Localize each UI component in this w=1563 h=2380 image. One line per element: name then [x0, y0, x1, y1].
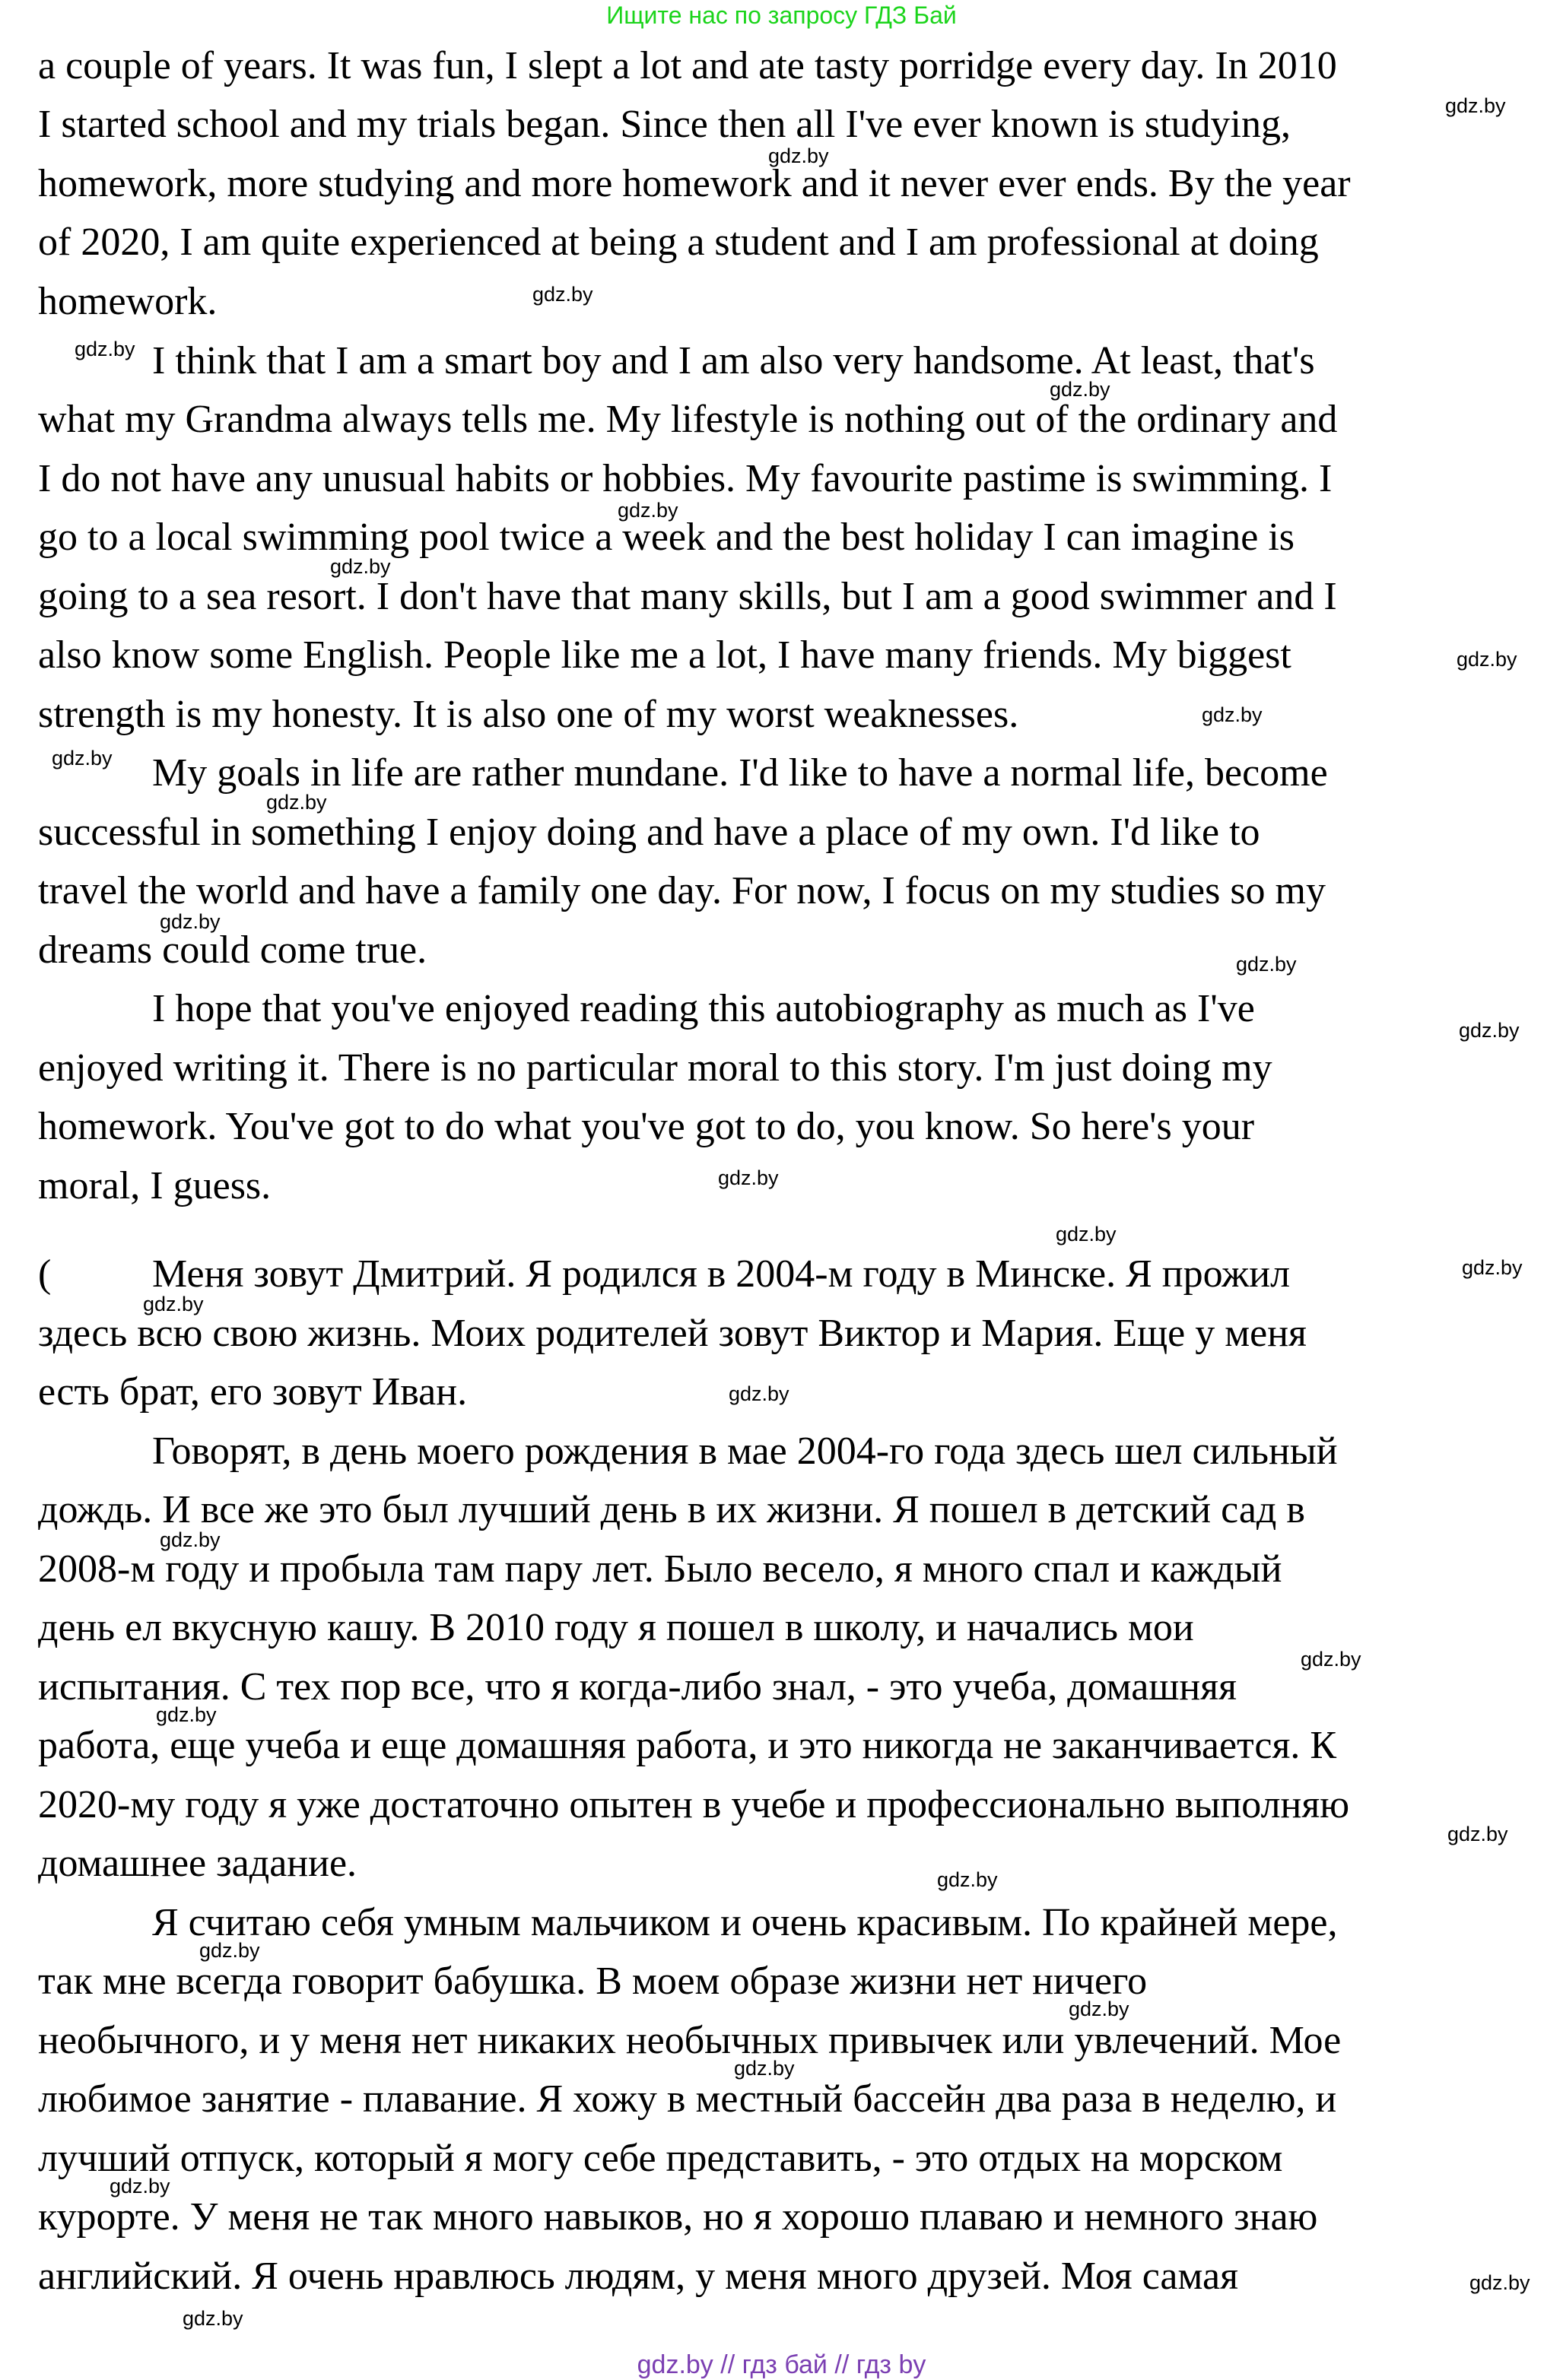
site-footer-banner: gdz.by // гдз бай // гдз by	[637, 2350, 926, 2379]
text-line: I do not have any unusual habits or hobbies. My favourite pastime is swimming. I	[38, 457, 1333, 500]
text-line: 2008-м году и пробыла там пару лет. Было весело, я много спал и каждый	[38, 1547, 1282, 1591]
text-line: dreams could come true.	[38, 928, 427, 972]
text-line: successful in something I enjoy doing and have a place of my own. I'd like to	[38, 811, 1260, 854]
text-line: also know some English. People like me a lot, I have many friends. My biggest	[38, 633, 1291, 677]
watermark-label: gdz.by	[1301, 1648, 1361, 1671]
watermark-label: gdz.by	[532, 283, 593, 306]
text-line: travel the world and have a family one day. For now, I focus on my studies so my	[38, 869, 1326, 912]
text-line: необычного, и у меня нет никаких необычных привычек или увлечений. Мое	[38, 2019, 1342, 2062]
text-line: homework. You've got to do what you've got to do, you know. So here's your	[38, 1105, 1255, 1148]
text-line: go to a local swimming pool twice a week and the best holiday I can imagine is	[38, 516, 1295, 559]
watermark-label: gdz.by	[1069, 1998, 1129, 2020]
watermark-label: gdz.by	[183, 2307, 243, 2330]
text-line: здесь всю свою жизнь. Моих родителей зовут Виктор и Мария. Еще у меня	[38, 1312, 1307, 1355]
text-line: what my Grandma always tells me. My lifestyle is nothing out of the ordinary and	[38, 398, 1338, 441]
text-line: лучший отпуск, который я могу себе представить, - это отдых на морском	[38, 2137, 1283, 2180]
open-parenthesis: (	[38, 1252, 52, 1296]
watermark-label: gdz.by	[1459, 1019, 1520, 1042]
text-line: homework, more studying and more homework and it never ever ends. By the year	[38, 162, 1351, 205]
text-line: going to a sea resort. I don't have that many skills, but I am a good swimmer and I	[38, 575, 1337, 618]
text-line: My goals in life are rather mundane. I'd like to have a normal life, become	[152, 751, 1328, 795]
watermark-label: gdz.by	[1462, 1256, 1523, 1279]
text-line: дождь. И все же это был лучший день в их жизни. Я пошел в детский сад в	[38, 1488, 1305, 1531]
text-line: I hope that you've enjoyed reading this autobiography as much as I've	[152, 987, 1255, 1030]
text-line: испытания. С тех пор все, что я когда-либо знал, - это учеба, домашняя	[38, 1665, 1237, 1709]
text-line: I started school and my trials began. Since then all I've ever known is studying,	[38, 103, 1291, 146]
site-header-banner: Ищите нас по запросу ГДЗ Бай	[606, 2, 957, 29]
watermark-label: gdz.by	[729, 1382, 789, 1405]
watermark-label: gdz.by	[52, 747, 113, 770]
text-line: любимое занятие - плавание. Я хожу в местный бассейн два раза в неделю, и	[38, 2077, 1337, 2121]
text-line: английский. Я очень нравлюсь людям, у меня много друзей. Моя самая	[38, 2255, 1239, 2298]
text-line: есть брат, его зовут Иван.	[38, 1370, 468, 1414]
watermark-label: gdz.by	[1050, 378, 1110, 401]
watermark-label: gdz.by	[1236, 953, 1297, 976]
text-line: Меня зовут Дмитрий. Я родился в 2004-м году в Минске. Я прожил	[152, 1252, 1291, 1296]
watermark-label: gdz.by	[75, 338, 135, 360]
text-line: домашнее задание.	[38, 1842, 357, 1885]
watermark-label: gdz.by	[768, 144, 829, 167]
text-line: a couple of years. It was fun, I slept a lot and ate tasty porridge every day. In 2010	[38, 44, 1337, 87]
text-line: курорте. У меня не так много навыков, но я хорошо плаваю и немного знаю	[38, 2195, 1318, 2239]
watermark-label: gdz.by	[160, 1528, 221, 1551]
text-line: I think that I am a smart boy and I am also very handsome. At least, that's	[152, 339, 1315, 382]
text-line: homework.	[38, 280, 218, 323]
watermark-label: gdz.by	[156, 1703, 217, 1726]
text-line: moral, I guess.	[38, 1164, 272, 1207]
watermark-label: gdz.by	[330, 555, 391, 578]
watermark-label: gdz.by	[1447, 1823, 1508, 1845]
watermark-label: gdz.by	[1469, 2271, 1530, 2294]
watermark-label: gdz.by	[266, 791, 327, 814]
text-line: день ел вкусную кашу. В 2010 году я пошел в школу, и начались мои	[38, 1606, 1194, 1649]
watermark-label: gdz.by	[718, 1166, 779, 1189]
text-line: работа, еще учеба и еще домашняя работа, и это никогда не заканчивается. К	[38, 1724, 1337, 1767]
watermark-label: gdz.by	[160, 910, 221, 933]
watermark-label: gdz.by	[1445, 94, 1506, 117]
watermark-label: gdz.by	[618, 499, 678, 522]
watermark-label: gdz.by	[1457, 648, 1517, 671]
watermark-label: gdz.by	[199, 1939, 260, 1962]
watermark-label: gdz.by	[143, 1293, 204, 1315]
text-line: strength is my honesty. It is also one of my worst weaknesses.	[38, 693, 1019, 736]
text-line: Я считаю себя умным мальчиком и очень красивым. По крайней мере,	[152, 1901, 1338, 1944]
text-line: of 2020, I am quite experienced at being a student and I am professional at doing	[38, 221, 1319, 264]
watermark-label: gdz.by	[734, 2057, 795, 2080]
text-line: Говорят, в день моего рождения в мае 2004-го года здесь шел сильный	[152, 1430, 1338, 1473]
text-line: так мне всегда говорит бабушка. В моем образе жизни нет ничего	[38, 1960, 1148, 2003]
watermark-label: gdz.by	[937, 1868, 998, 1891]
text-line: enjoyed writing it. There is no particular moral to this story. I'm just doing my	[38, 1046, 1272, 1090]
watermark-label: gdz.by	[1056, 1223, 1117, 1246]
watermark-label: gdz.by	[1202, 703, 1263, 726]
watermark-label: gdz.by	[110, 2175, 170, 2198]
text-line: 2020-му году я уже достаточно опытен в учебе и профессионально выполняю	[38, 1783, 1350, 1826]
